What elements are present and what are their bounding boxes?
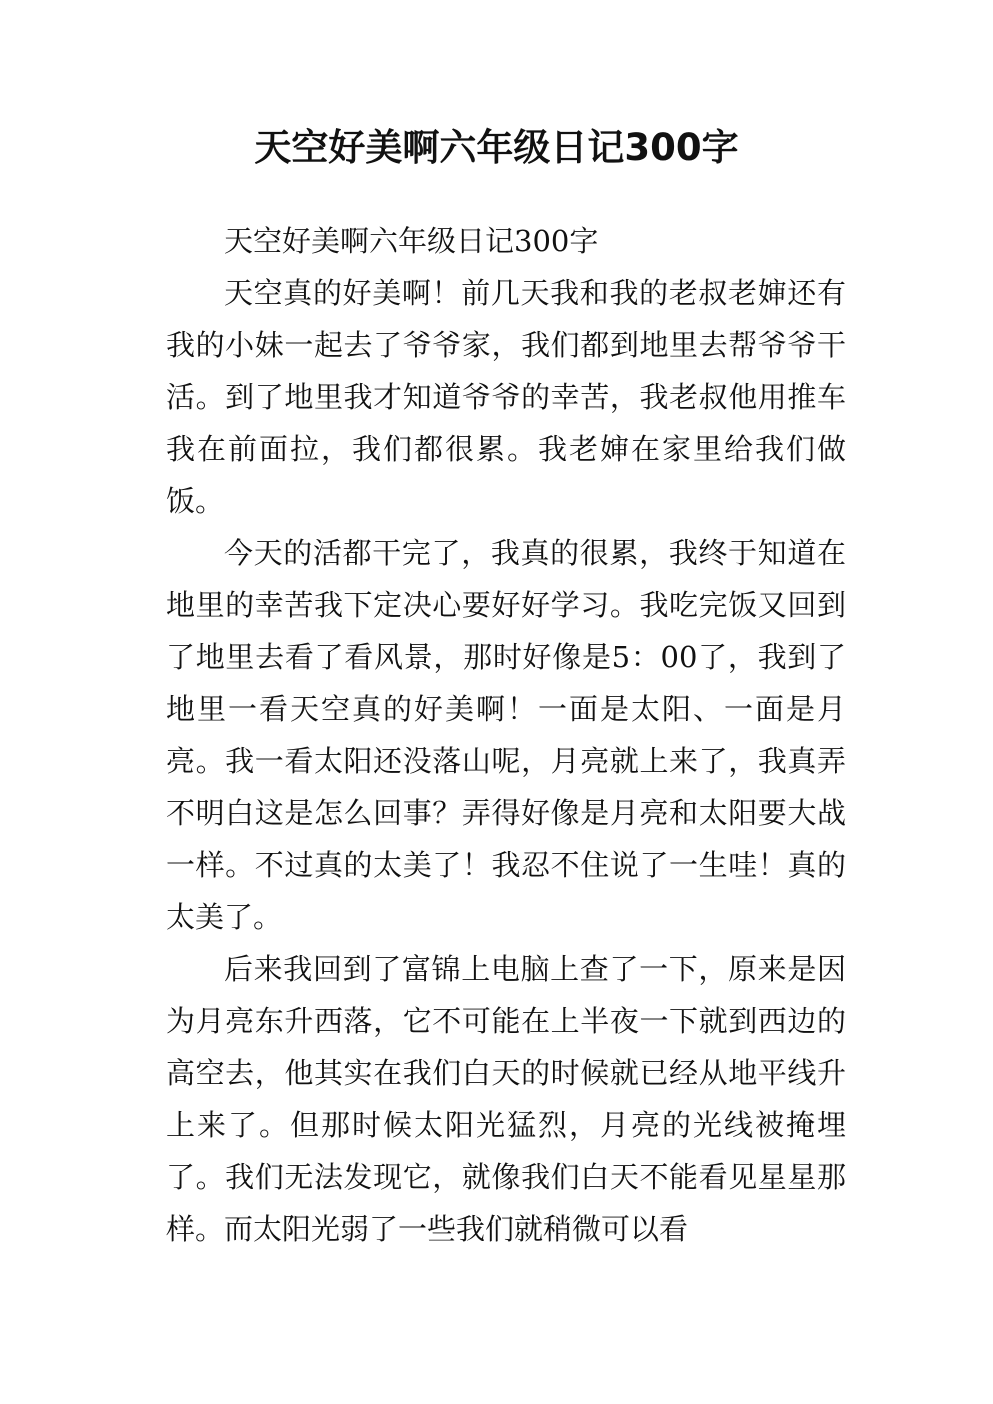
paragraph-1: 天空真的好美啊！前几天我和我的老叔老婶还有我的小妹一起去了爷爷家，我们都到地里去帮爷爷干活。到了地里我才知道爷爷的幸苦，我老叔他用推车我在前面拉，我们都很累。我老婶在家里给我们做饭。 bbox=[166, 276, 846, 518]
document-body bbox=[166, 215, 846, 1255]
paragraph-subtitle: 天空好美啊六年级日记300字 bbox=[224, 224, 599, 258]
document-title: 天空好美啊六年级日记300字 bbox=[254, 126, 739, 169]
paragraph-3: 后来我回到了富锦上电脑上查了一下，原来是因为月亮东升西落，它不可能在上半夜一下就到西边的高空去，他其实在我们白天的时候就已经从地平线升上来了。但那时候太阳光猛烈，月亮的光线被掩埋了。我们无法发现它，就像我们白天不能看见星星那样。而太阳光弱了一些我们就稍微可以看 bbox=[166, 952, 846, 1246]
paragraph-2: 今天的活都干完了，我真的很累，我终于知道在地里的幸苦我下定决心要好好学习。我吃完饭又回到了地里去看了看风景，那时好像是5：00了，我到了地里一看天空真的好美啊！一面是太阳、一面是月亮。我一看太阳还没落山呢，月亮就上来了，我真弄不明白这是怎么回事？弄得好像是月亮和太阳要大战一样。不过真的太美了！我忍不住说了一生哇！真的太美了。 bbox=[166, 536, 846, 934]
